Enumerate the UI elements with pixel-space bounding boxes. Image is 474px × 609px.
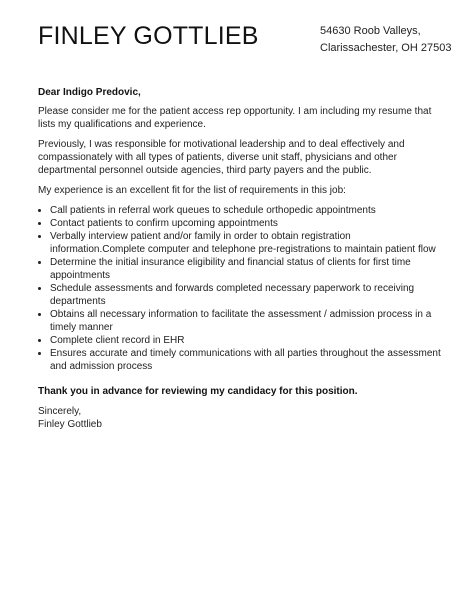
applicant-address xyxy=(320,23,451,57)
list-item: • Ensures accurate and timely communications with all parties throughout the assessment and admission process xyxy=(50,347,442,373)
letter-header xyxy=(38,22,452,54)
closing: Sincerely, xyxy=(38,406,82,417)
address-line-2: Clarissachester, OH 27503 xyxy=(320,42,452,54)
list-item: • Call patients in referral work queues to schedule orthopedic appointments xyxy=(50,204,442,217)
requirements-list xyxy=(38,204,442,373)
thank-you-line: Thank you in advance for reviewing my candidacy for this position. xyxy=(38,386,358,397)
list-item: • Verbally interview patient and/or family in order to obtain registration information.Complete computer and telephone pre-registrations to maintain patient flow xyxy=(50,230,442,256)
list-item: • Complete client record in EHR xyxy=(50,334,442,347)
letter-body xyxy=(38,86,442,431)
list-item: • Determine the initial insurance eligibility and financial status of clients for first time appointments xyxy=(50,256,442,282)
applicant-name: FINLEY GOTTLIEB xyxy=(38,22,259,50)
salutation: Dear Indigo Predovic, xyxy=(38,87,141,98)
signature-name: Finley Gottlieb xyxy=(38,419,102,430)
intro-paragraph: Please consider me for the patient access rep opportunity. I am including my resume that lists my qualifications and experience. xyxy=(38,106,432,130)
list-item: • Schedule assessments and forwards completed necessary paperwork to receiving departments xyxy=(50,282,442,308)
list-item: • Contact patients to confirm upcoming appointments xyxy=(50,217,442,230)
experience-paragraph: Previously, I was responsible for motivational leadership and to deal effectively and compassionately with all types of patients, diverse unit staff, physicians and other departmental personnel outside agencies, third party payers and the public. xyxy=(38,139,405,176)
list-item: • Obtains all necessary information to facilitate the assessment / admission process in a timely manner xyxy=(50,308,442,334)
requirements-intro: My experience is an excellent fit for the list of requirements in this job: xyxy=(38,185,346,196)
address-line-1: 54630 Roob Valleys, xyxy=(320,25,421,37)
